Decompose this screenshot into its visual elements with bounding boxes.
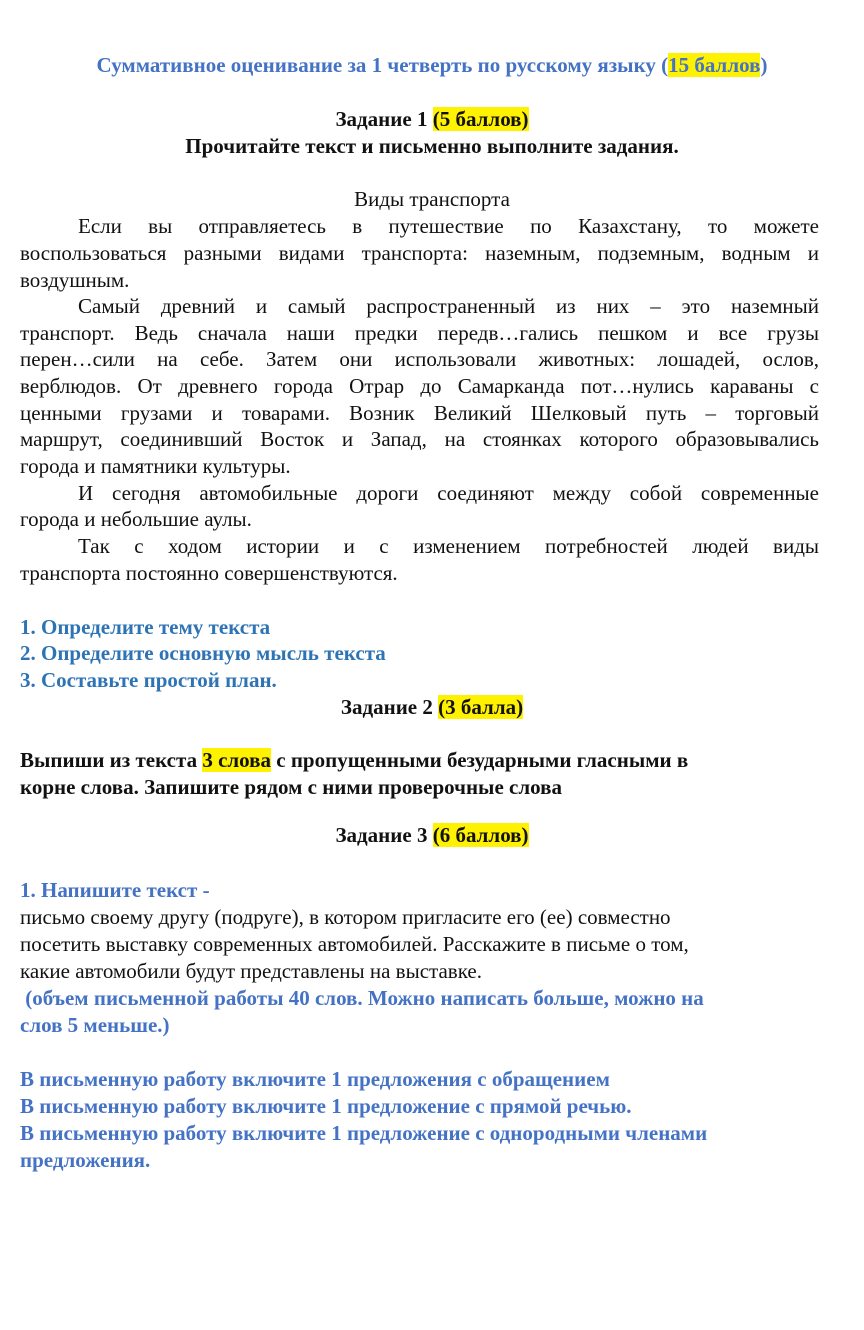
text-line: Если вы отправляетесь в путешествие по Казахстану, то можете [78,214,819,238]
task3-prompt-line: письмо своему другу (подруге), в котором пригласите его (ее) совместно [20,905,671,929]
task3-heading-text: Задание 3 [335,823,433,847]
task3-volume-line: (объем письменной работы 40 слов. Можно написать больше, можно на [20,986,704,1010]
task1-heading-text: Задание 1 [335,107,433,131]
task3-points-highlight: (6 баллов) [432,823,529,847]
text-title: Виды транспорта [354,187,510,211]
task2-heading-text: Задание 2 [340,695,439,719]
task3-heading [0,822,864,848]
task2-count-highlight: 3 слова [202,748,271,772]
task2-points-highlight: (3 балла) [438,695,524,719]
task1-heading [0,106,864,132]
text-line: ценными грузами и товарами. Возник Великий Шелковый путь – торговый [20,401,819,425]
question-item: 1. Определите тему текста [20,615,271,639]
text-line: Так с ходом истории и с изменением потребностей людей виды [78,534,819,558]
document-title [0,52,864,78]
task2-text: Выпиши из текста [20,748,203,772]
task3-prompt-title: 1. Напишите текст - [20,878,210,902]
task3-volume-line: слов 5 меньше.) [20,1013,170,1037]
text-line: И сегодня автомобильные дороги соединяют между собой современные [78,481,819,505]
task3-requirement: В письменную работу включите 1 предложения с обращением [20,1067,610,1091]
title-closing: ) [760,53,768,77]
text-line: верблюдов. От древнего города Отрар до Самарканда пот…нулись караваны с [20,374,819,398]
text-line: маршрут, соединивший Восток и Запад, на стоянках которого образовывались [20,427,819,451]
task2-line [20,747,688,773]
task2-text: с пропущенными безударными гласными в [271,748,689,772]
text-line: транспорта постоянно совершенствуются. [20,561,398,585]
task3-prompt-line: какие автомобили будут представлены на выставке. [20,959,482,983]
text-line: воспользоваться разными видами транспорта: наземным, подземным, водным и [20,241,819,265]
title-points-highlight: 15 баллов [668,53,761,77]
task3-prompt-line: посетить выставку современных автомобилей. Расскажите в письме о том, [20,932,689,956]
text-line: города и памятники культуры. [20,454,291,478]
text-line: транспорт. Ведь сначала наши предки передв…гались пешком и все грузы [20,321,819,345]
text-line: города и небольшие аулы. [20,507,252,531]
text-line: воздушным. [20,268,130,292]
task1-instruction: Прочитайте текст и письменно выполните задания. [185,134,679,158]
text-line: Самый древний и самый распространенный из них – это наземный [78,294,819,318]
task2-line: корне слова. Запишите рядом с ними проверочные слова [20,775,562,799]
task1-points-highlight: (5 баллов) [432,107,529,131]
question-item: 2. Определите основную мысль текста [20,641,386,665]
title-text: Суммативное оценивание за 1 четверть по русскому языку ( [96,53,669,77]
task3-requirement: предложения. [20,1148,151,1172]
text-line: перен…сили на себе. Затем они использовали животных: лошадей, ослов, [20,347,819,371]
task3-requirement: В письменную работу включите 1 предложение с прямой речью. [20,1094,632,1118]
task3-requirement: В письменную работу включите 1 предложение с однородными членами [20,1121,708,1145]
question-item: 3. Составьте простой план. [20,668,277,692]
task2-heading [0,694,864,720]
